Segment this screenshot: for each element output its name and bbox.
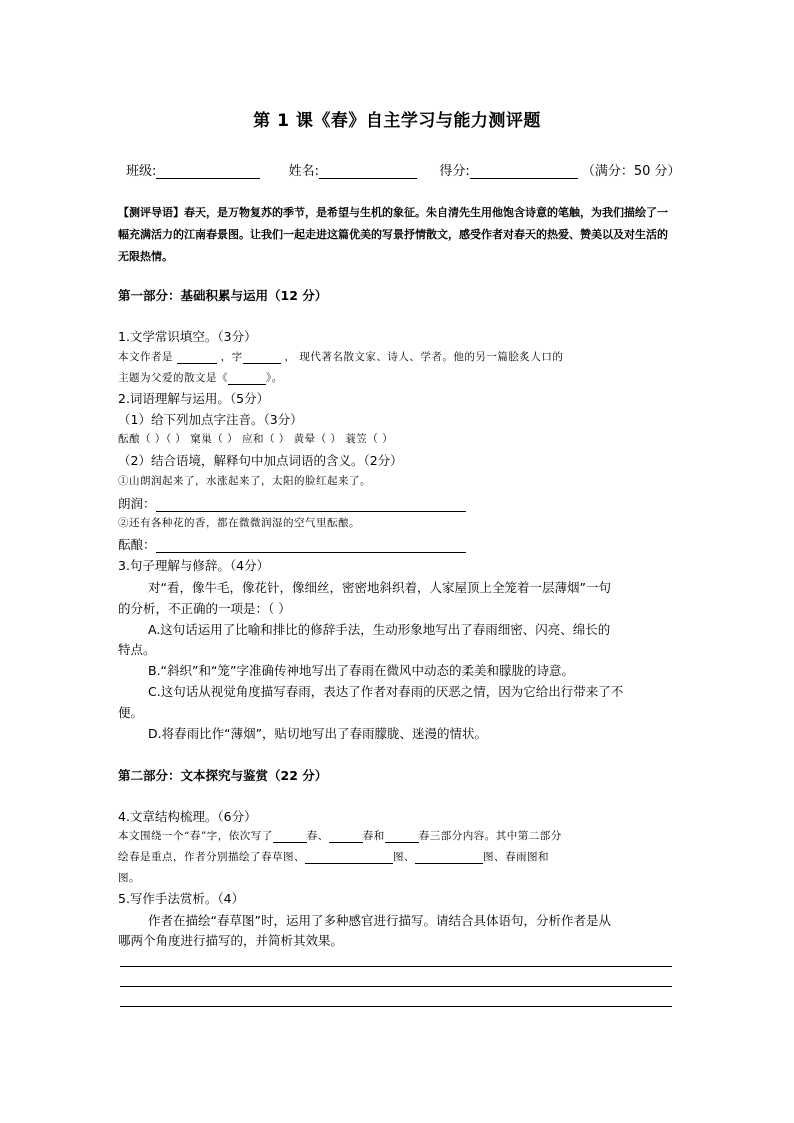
name-blank[interactable] (319, 164, 417, 179)
q2-sentence1: ①山朗润起来了，水涨起来了，太阳的脸红起来了。 (118, 475, 371, 487)
q1-author-blank[interactable] (177, 363, 217, 364)
q3-option-a-line2[interactable]: 特点。 (118, 642, 156, 657)
q3-option-b[interactable]: B.“斜织”和“笼”字准确传神地写出了春雨在微风中动态的柔美和朦胧的诗意。 (148, 663, 574, 678)
q2-sentence2: ②还有各种花的香，都在微微润湿的空气里酝酿。 (118, 517, 360, 529)
page-title: 第 1 课《春》自主学习与能力测评题 (253, 111, 541, 131)
q4-line3 (118, 870, 140, 885)
q1-line2 (118, 370, 283, 385)
q1-text-a: 本文作者是 (118, 351, 173, 363)
q2-sub2: （2）结合语境，解释句中加点词语的含义。（2分） (118, 453, 403, 468)
score-blank[interactable] (470, 164, 578, 179)
q3-option-c-line1[interactable]: C.这句话从视觉角度描写春雨，表达了作者对春雨的厌恶之情，因为它给出行带来了不 (148, 684, 624, 699)
q1-text-c: ， 现代著名散文家、诗人、学者。他的另一篇脍炙人口的 (284, 351, 564, 363)
answer-line-1[interactable] (120, 966, 672, 967)
intro-paragraph: 【测评导语】春天，是万物复苏的季节，是希望与生机的象征。朱自清先生用他饱含诗意的笔触，为我们描绘了一幅充满活力的江南春景图。让我们一起走进这篇优美的写景抒情散文，感受作者对春天的热爱、赞美以及对生活的无限热情。 (118, 206, 668, 263)
q4-title: 4.文章结构梳理。（6分） (118, 809, 257, 824)
q4-line1 (118, 828, 562, 843)
q4-text-d: 春三部分内容。其中第二部分 (418, 830, 562, 842)
class-blank[interactable] (156, 164, 260, 179)
q4-text-b: 春、 (306, 830, 329, 842)
q2-word1-line (118, 494, 466, 512)
part2-heading: 第二部分：文本探究与鉴赏（22 分） (118, 768, 328, 783)
q2-title: 2.词语理解与运用。（5分） (118, 391, 270, 406)
answer-line-3[interactable] (120, 1006, 672, 1007)
q3-option-c-line2[interactable]: 便。 (118, 705, 144, 720)
q4-text-c: 春和 (362, 830, 385, 842)
q2-word2-blank[interactable] (156, 552, 466, 553)
q1-courtesy-name-blank[interactable] (243, 363, 281, 364)
q2-pinyin-items: 酝酿（ ）（ ） 窠巢（ ） 应和（ ） 黄晕（ ） 蓑笠（ ） (118, 433, 394, 445)
q2-word1-label: 朗润： (118, 496, 156, 511)
q3-option-a-line1[interactable]: A.这句话运用了比喻和排比的修辞手法，生动形象地写出了春雨细密、闪亮、绵长的 (148, 622, 611, 637)
part1-heading: 第一部分：基础积累与运用（12 分） (118, 288, 328, 303)
q4-text-g: 图、春雨图和 (483, 851, 549, 863)
name-label: 姓名: (288, 164, 320, 179)
q2-word2-line (118, 535, 466, 553)
q1-essay-blank[interactable] (228, 384, 266, 385)
answer-line-2[interactable] (120, 986, 672, 987)
q1-line1 (118, 349, 563, 364)
q3-stem-line2: 的分析，不正确的一项是：（ ） (118, 601, 291, 616)
class-label: 班级: (126, 164, 157, 179)
q4-text-f: 图、 (393, 851, 415, 863)
q3-stem-line1: 对“看，像牛毛，像花针，像细丝，密密地斜织着，人家屋顶上全笼着一层薄烟”一句 (148, 580, 611, 595)
q1-text-d: 主题为父爱的散文是《 (118, 372, 228, 384)
q2-sub1: （1）给下列加点字注音。（3分） (118, 412, 303, 427)
q4-blank2[interactable] (329, 842, 363, 843)
score-label: 得分: (439, 164, 470, 179)
q4-blank1[interactable] (273, 842, 307, 843)
q3-option-d[interactable]: D.将春雨比作“薄烟”，贴切地写出了春雨朦胧、迷漫的情状。 (148, 726, 488, 741)
q3-title: 3.句子理解与修辞。（4分） (118, 558, 270, 573)
q4-text-h: 图。 (118, 872, 140, 884)
q4-blank4[interactable] (305, 863, 393, 864)
q4-blank3[interactable] (385, 842, 419, 843)
q1-title: 1.文学常识填空。（3分） (118, 329, 257, 344)
q4-blank5[interactable] (415, 863, 483, 864)
full-score: （满分：50 分） (581, 164, 681, 179)
q4-text-e: 绘春是重点，作者分别描绘了春草图、 (118, 851, 305, 863)
q5-prompt-line1: 作者在描绘“春草图”时，运用了多种感官进行描写。请结合具体语句，分析作者是从 (148, 913, 611, 928)
q4-line2 (118, 849, 549, 864)
q5-title: 5.写作手法赏析。（4） (118, 891, 245, 906)
q2-word2-label: 酝酿： (118, 537, 156, 552)
q2-word1-blank[interactable] (156, 511, 466, 512)
student-info-line (126, 160, 681, 179)
q1-text-b: ，字 (220, 351, 243, 363)
q5-prompt-line2: 哪两个角度进行描写的，并简析其效果。 (118, 933, 344, 948)
q1-text-e: 》。 (266, 372, 283, 384)
q4-text-a: 本文围绕一个“春”字，依次写了 (118, 830, 273, 842)
